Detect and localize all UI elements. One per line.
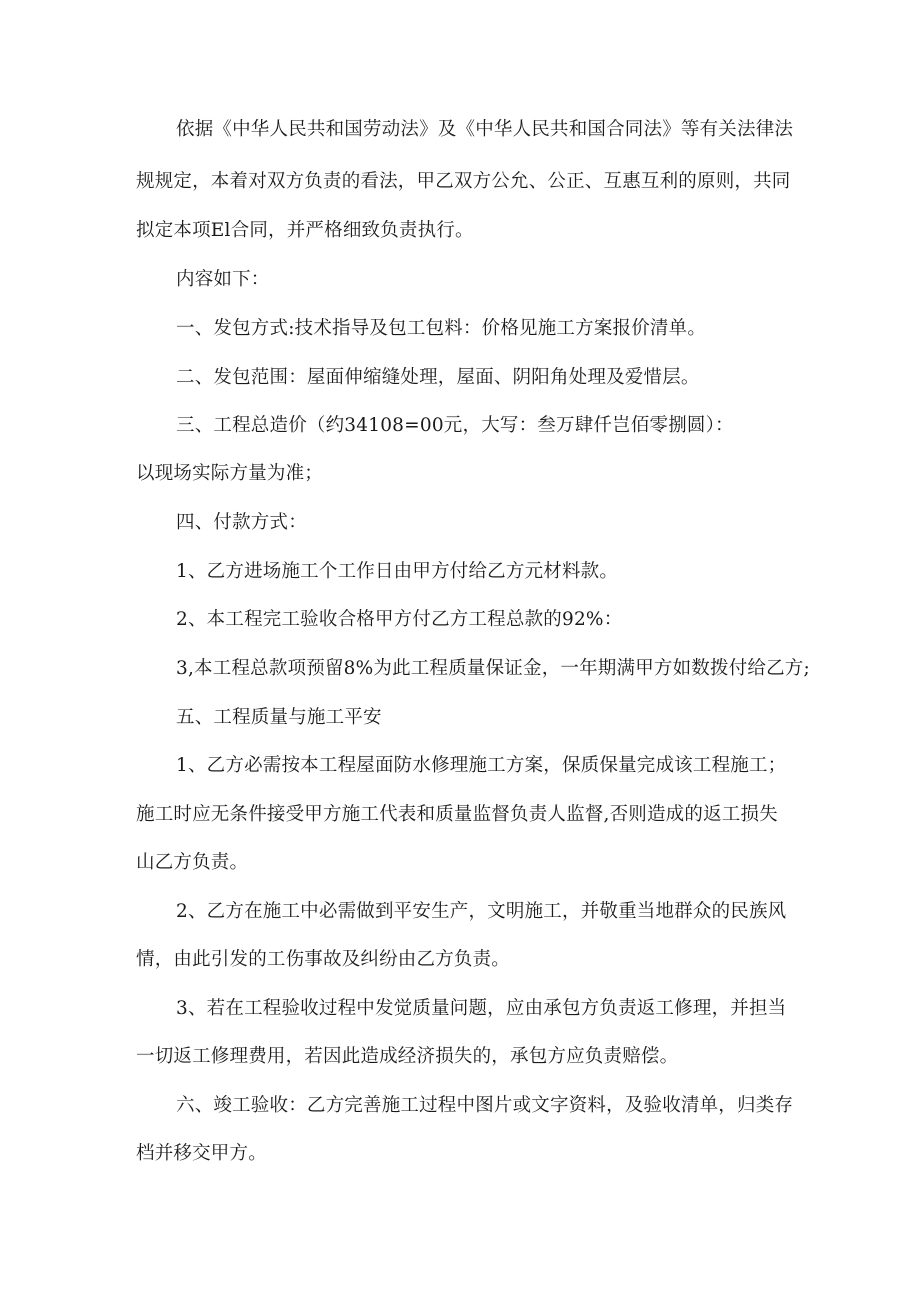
section-heading: 内容如下： <box>176 269 270 290</box>
text-line: 山乙方负责。 <box>136 852 249 873</box>
clause-item: 四、付款方式： <box>176 512 307 533</box>
sub-clause: 3,本工程总款项预留8%为此工程质量保证金，一年期满甲方如数拨付给乙方; <box>176 658 810 679</box>
sub-clause: 2、本工程完工验收合格甲方付乙方工程总款的92%： <box>176 609 623 630</box>
text-line: 档并移交甲方。 <box>136 1143 267 1164</box>
clause-item: 五、工程质量与施工平安 <box>176 707 382 728</box>
clause-item: 六、竣工验收：乙方完善施工过程中图片或文字资料，及验收清单，归类存 <box>176 1095 794 1116</box>
text-line: 情，由此引发的工伤事故及纠纷由乙方负责。 <box>136 949 511 970</box>
text-line: 一切返工修理费用，若因此造成经济损失的，承包方应负责赔偿。 <box>136 1046 679 1067</box>
text-line: 施工时应无条件接受甲方施工代表和质量监督负责人监督,否则造成的返工损失 <box>136 804 778 825</box>
clause-item: 二、发包范围：屋面伸缩缝处理，屋面、阴阳角处理及爱惜层。 <box>176 367 700 388</box>
sub-clause: 1、乙方进场施工个工作日由甲方付给乙方元材料款。 <box>176 561 619 582</box>
sub-clause: 2、乙方在施工中必需做到平安生产，文明施工，并敬重当地群众的民族风 <box>176 901 787 922</box>
text-line: 拟定本项El合同，并严格细致负责执行。 <box>136 220 474 241</box>
text-line: 依据《中华人民共和国劳动法》及《中华人民共和国合同法》等有关法律法 <box>176 119 794 140</box>
text-line: 以现场实际方量为准； <box>136 463 324 484</box>
clause-item: 三、工程总造价（约34108=00元，大写：叁万肆仟岂佰零捌圆）： <box>176 415 734 436</box>
sub-clause: 1、乙方必需按本工程屋面防水修理施工方案，保质保量完成该工程施工； <box>176 755 787 776</box>
sub-clause: 3、若在工程验收过程中发觉质量问题，应由承包方负责返工修理，并担当 <box>176 998 787 1019</box>
text-line: 规规定，本着对双方负责的看法，甲乙双方公允、公正、互惠互利的原则，共同 <box>136 171 791 192</box>
clause-item: 一、发包方式:技术指导及包工包料：价格见施工方案报价清单。 <box>176 318 707 339</box>
